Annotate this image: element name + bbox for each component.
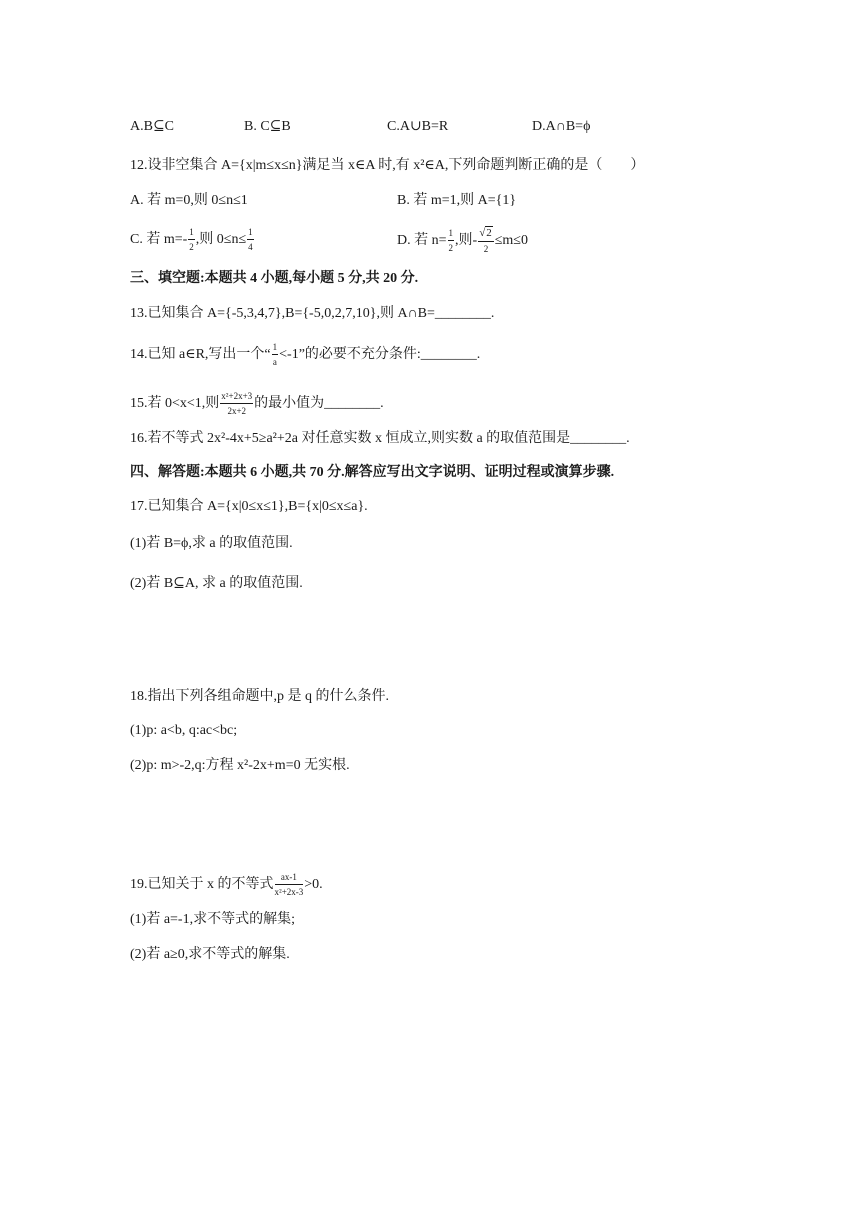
- fraction-numerator: 1: [272, 343, 279, 355]
- q18-part-1: (1)p: a<b, q:ac<bc;: [130, 723, 238, 738]
- q19-suffix: >0.: [304, 877, 323, 893]
- fraction: [272, 343, 279, 367]
- q19-part-2: (2)若 a≥0,求不等式的解集.: [130, 947, 290, 962]
- fraction-numerator: 1: [188, 228, 195, 240]
- fraction-denominator: 2: [189, 242, 194, 252]
- fraction: [275, 873, 304, 897]
- q15-suffix: 的最小值为________.: [254, 396, 384, 412]
- fraction-denominator: x²+2x-3: [274, 887, 304, 897]
- q12-option-d-prefix: D. 若 n=: [397, 233, 447, 249]
- fraction: [478, 228, 494, 254]
- q14-prefix: 14.已知 a∈R,写出一个“: [130, 347, 271, 363]
- fraction: [448, 229, 455, 253]
- q11-option-a: A.B⊆C: [130, 119, 175, 134]
- q15-prefix: 15.若 0<x<1,则: [130, 396, 220, 412]
- fraction-numerator: 1: [247, 228, 254, 240]
- q17-part-2: (2)若 B⊆A, 求 a 的取值范围.: [130, 576, 303, 591]
- q12-option-d: [397, 228, 528, 254]
- fraction-denominator: 2: [483, 244, 489, 254]
- fraction-denominator: 4: [248, 242, 253, 252]
- fraction-numerator: 1: [448, 229, 455, 241]
- q12-option-c: [130, 228, 255, 252]
- fraction-denominator: 2x+2: [227, 406, 247, 416]
- q15-text: [130, 392, 384, 416]
- q14-text: [130, 343, 480, 367]
- q19-prefix: 19.已知关于 x 的不等式: [130, 877, 274, 893]
- fraction-numerator: x²+2x+3: [220, 392, 253, 404]
- q17-stem: 17.已知集合 A={x|0≤x≤1},B={x|0≤x≤a}.: [130, 499, 368, 514]
- q12-option-b: B. 若 m=1,则 A={1}: [397, 193, 517, 208]
- q18-part-2: (2)p: m>-2,q:方程 x²-2x+m=0 无实根.: [130, 758, 350, 773]
- section-heading-answer: 四、解答题:本题共 6 小题,共 70 分.解答应写出文字说明、证明过程或演算步骤.: [130, 465, 615, 480]
- section-heading-fill-in: 三、填空题:本题共 4 小题,每小题 5 分,共 20 分.: [130, 271, 419, 286]
- q12-option-d-suffix: ≤m≤0: [494, 233, 528, 249]
- q11-option-d: D.A∩B=ϕ: [532, 119, 591, 134]
- q12-option-c-prefix: C. 若 m=-: [130, 232, 188, 248]
- sqrt-radicand: 2: [486, 227, 492, 239]
- q12-option-a: A. 若 m=0,则 0≤n≤1: [130, 193, 248, 208]
- sqrt-expression: √2: [479, 227, 492, 239]
- q12-option-c-middle: ,则 0≤n≤: [195, 232, 247, 248]
- q16-text: 16.若不等式 2x²-4x+5≥a²+2a 对任意实数 x 恒成立,则实数 a 的取值范围是________.: [130, 431, 630, 446]
- fraction: [247, 228, 254, 252]
- fraction-numerator: [478, 228, 494, 242]
- q18-stem: 18.指出下列各组命题中,p 是 q 的什么条件.: [130, 689, 389, 704]
- q12-option-d-middle: ,则-: [455, 233, 478, 249]
- q13-text: 13.已知集合 A={-5,3,4,7},B={-5,0,2,7,10},则 A∩B=________.: [130, 306, 495, 321]
- q19-stem: [130, 873, 323, 897]
- q11-option-b: B. C⊆B: [244, 119, 291, 134]
- q17-part-1: (1)若 B=ϕ,求 a 的取值范围.: [130, 536, 293, 551]
- q14-suffix: <-1”的必要不充分条件:________.: [279, 347, 481, 363]
- fraction-numerator: ax-1: [275, 873, 304, 885]
- q11-option-c: C.A∪B=R: [387, 119, 449, 134]
- fraction: [220, 392, 253, 416]
- q19-part-1: (1)若 a=-1,求不等式的解集;: [130, 912, 295, 927]
- q12-stem: 12.设非空集合 A={x|m≤x≤n}满足当 x∈A 时,有 x²∈A,下列命题判断正确的是（ ）: [130, 158, 645, 173]
- fraction-denominator: a: [272, 357, 277, 367]
- fraction: [188, 228, 195, 252]
- fraction-denominator: 2: [448, 243, 454, 253]
